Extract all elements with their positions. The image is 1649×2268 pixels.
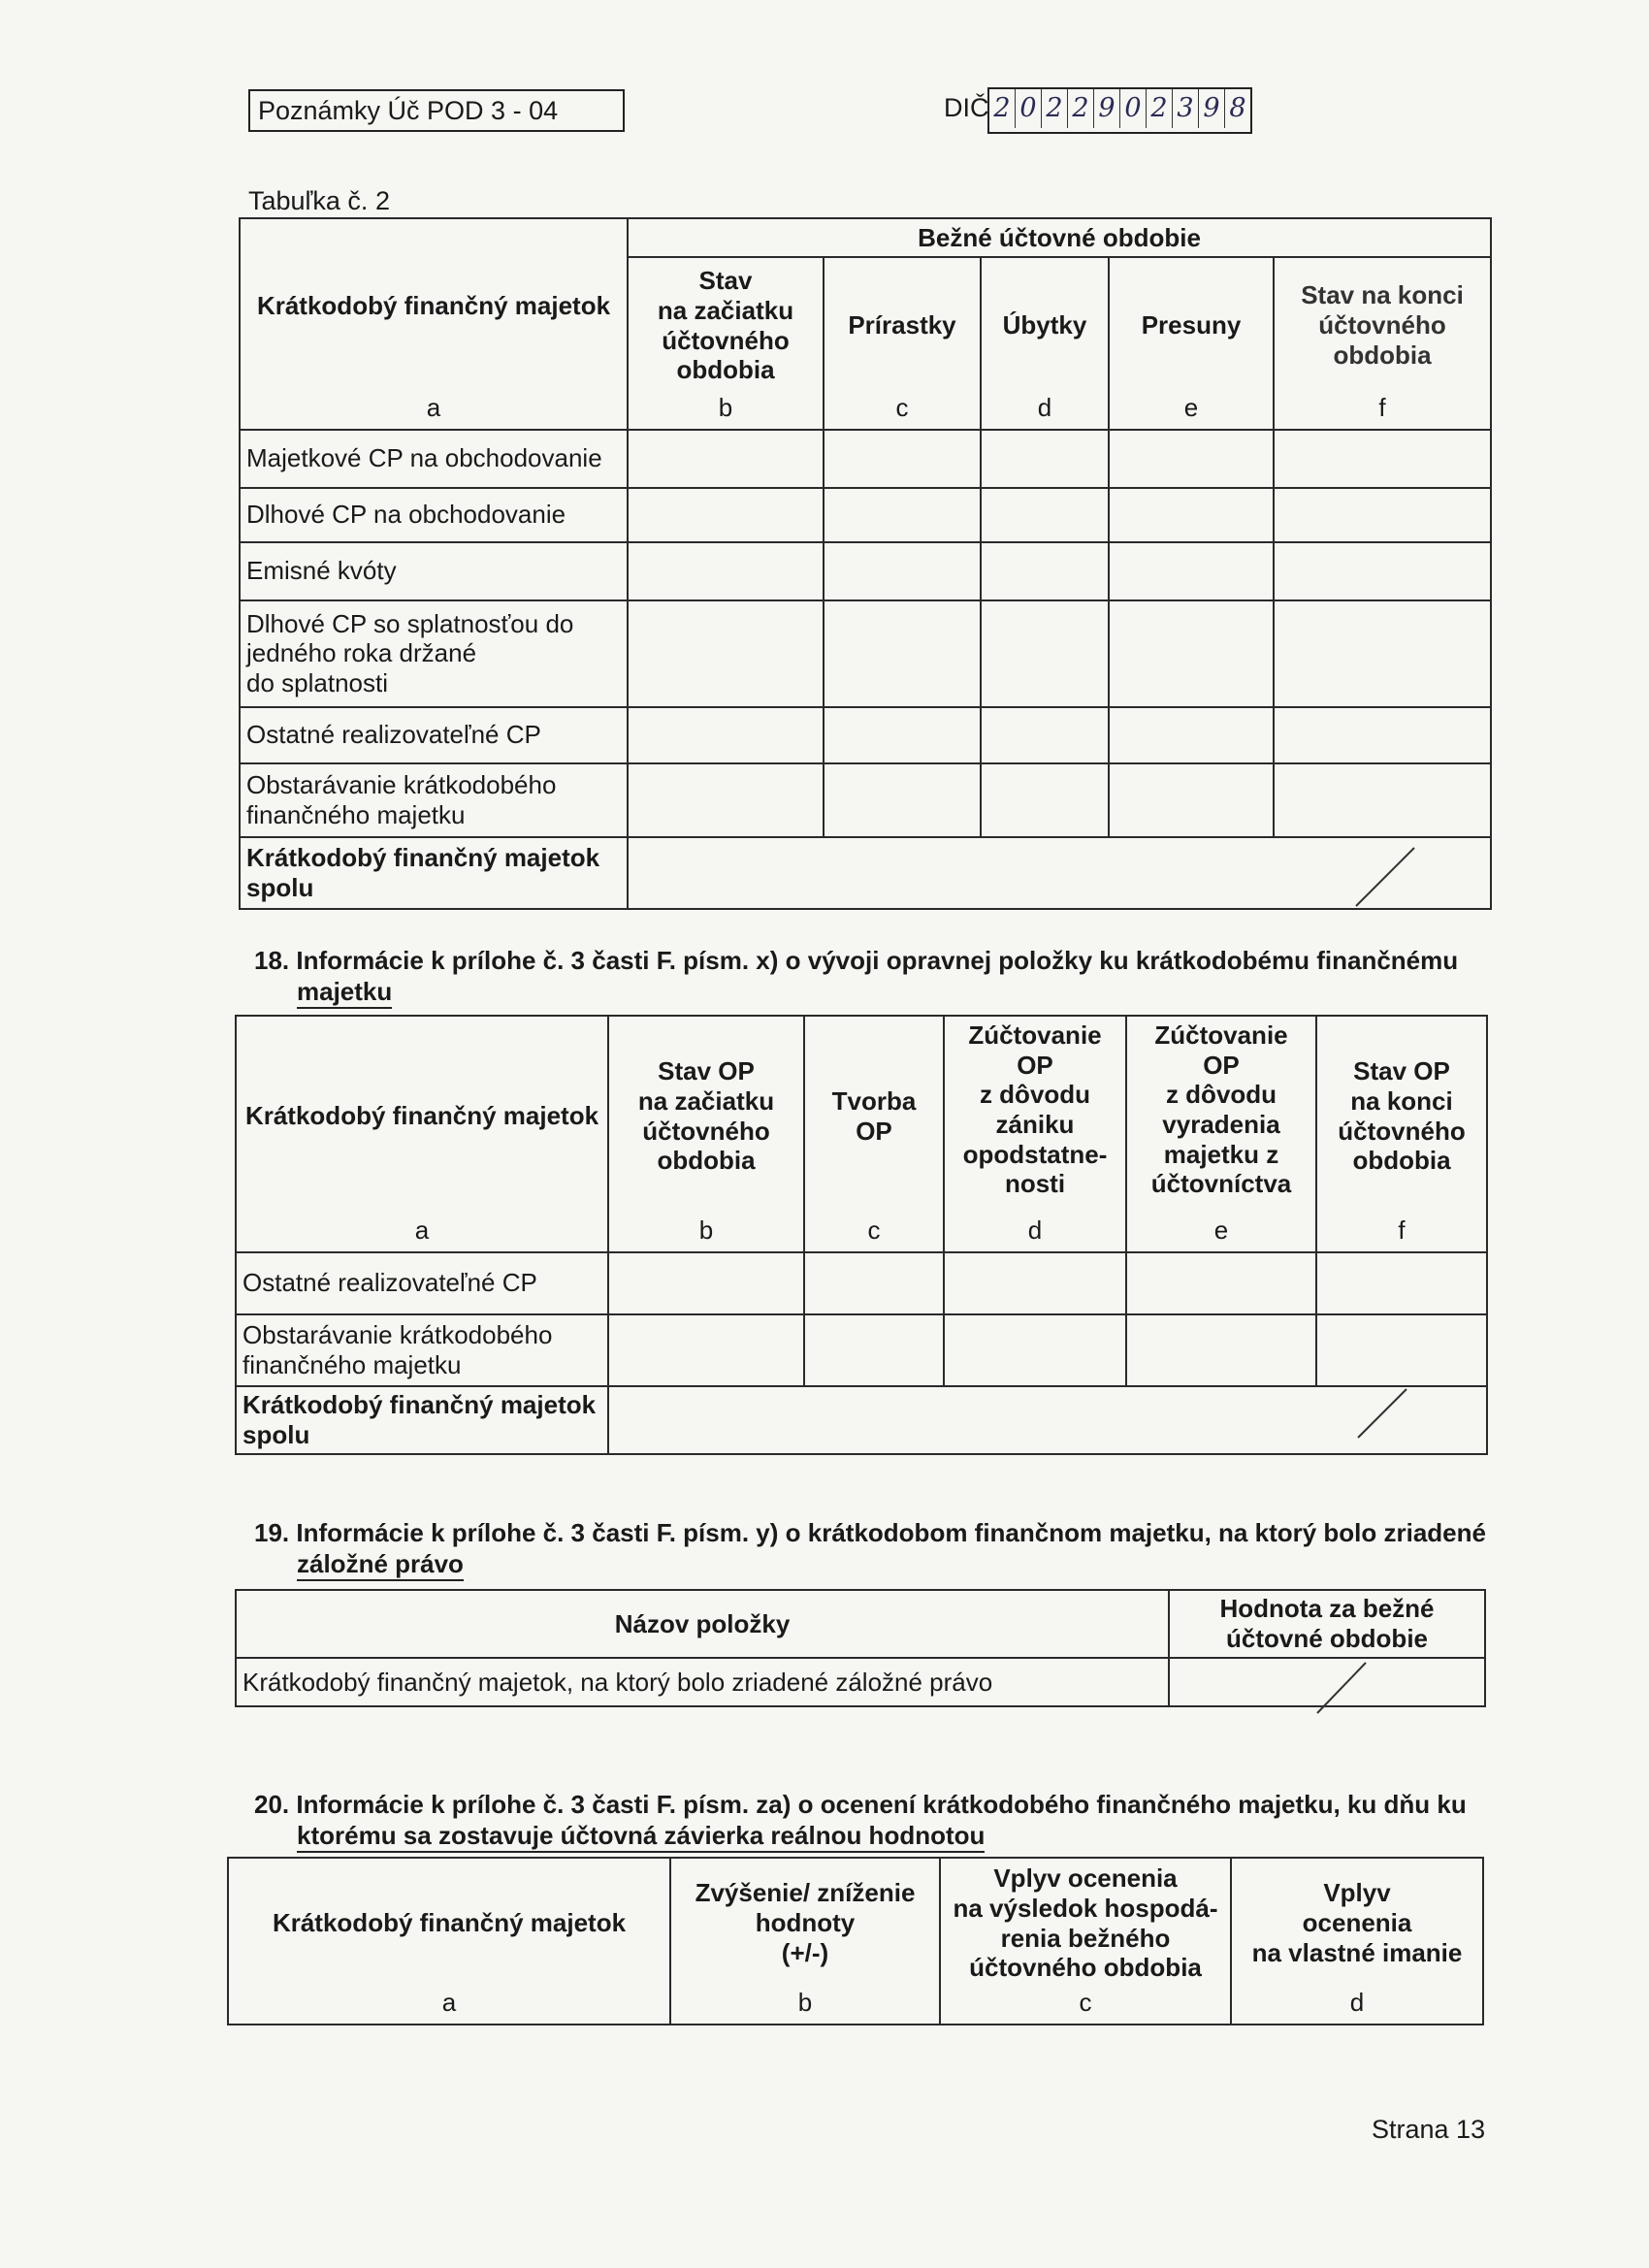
table2 <box>239 217 1492 910</box>
cell[interactable] <box>804 1252 944 1314</box>
col-header-f: Stav OP na konci účtovného obdobia <box>1316 1016 1487 1215</box>
cell[interactable] <box>1109 763 1274 837</box>
table-row <box>240 763 1491 837</box>
dic-digit: 3 <box>1173 89 1199 128</box>
cell[interactable] <box>824 763 981 837</box>
col-letter: a <box>236 1215 608 1252</box>
table2-caption: Tabuľka č. 2 <box>248 186 390 215</box>
cell[interactable] <box>1274 542 1491 600</box>
col-letter: b <box>608 1215 804 1252</box>
cell[interactable] <box>628 430 824 488</box>
col-header-c: Tvorba OP <box>804 1016 944 1215</box>
col-letter: f <box>1316 1215 1487 1252</box>
table-row <box>236 1314 1487 1386</box>
col-letter: a <box>228 1988 670 2025</box>
col-header-b: Zvýšenie/ zníženie hodnoty (+/-) <box>670 1858 940 1988</box>
form-label-box <box>248 89 625 132</box>
col-letter: e <box>1109 393 1274 430</box>
table-row <box>240 542 1491 600</box>
col-letter: d <box>981 393 1109 430</box>
cell[interactable] <box>944 1314 1126 1386</box>
row-label: Obstarávanie krátkodobého finančného majetku <box>240 763 628 837</box>
cell[interactable] <box>628 763 824 837</box>
cell[interactable] <box>628 600 824 707</box>
row-label: Emisné kvóty <box>240 542 628 600</box>
cell[interactable] <box>981 600 1109 707</box>
col-header-a: Krátkodobý finančný majetok <box>228 1858 670 1988</box>
cell[interactable] <box>981 488 1109 542</box>
col-header-c: Prírastky <box>824 257 981 393</box>
cell[interactable] <box>804 1314 944 1386</box>
cell[interactable] <box>1126 1314 1316 1386</box>
cell[interactable] <box>824 600 981 707</box>
dic-digit: 2 <box>1042 89 1068 128</box>
col-letter: f <box>1274 393 1491 430</box>
table-row <box>240 430 1491 488</box>
cell[interactable] <box>628 542 824 600</box>
col-letter: b <box>628 393 824 430</box>
strike-mark <box>1313 1659 1372 1717</box>
cell[interactable] <box>824 542 981 600</box>
cell[interactable] <box>981 430 1109 488</box>
cell[interactable] <box>1274 430 1491 488</box>
row-label: Ostatné realizovateľné CP <box>236 1252 608 1314</box>
group-header: Bežné účtovné obdobie <box>628 218 1491 257</box>
cell[interactable] <box>608 1314 804 1386</box>
form-label: Poznámky Úč POD 3 - 04 <box>258 96 559 125</box>
cell[interactable] <box>1274 488 1491 542</box>
col-letter: c <box>824 393 981 430</box>
strike-mark <box>1354 1385 1412 1443</box>
section18-title-cont: majetku <box>297 976 392 1009</box>
cell[interactable] <box>1109 600 1274 707</box>
dic-digit: 9 <box>1094 89 1120 128</box>
col-letter: b <box>670 1988 940 2025</box>
col-header-b: Stav OP na začiatku účtovného obdobia <box>608 1016 804 1215</box>
col-letter: c <box>804 1215 944 1252</box>
col-header-value: Hodnota za bežné účtovné obdobie <box>1169 1590 1485 1658</box>
cell[interactable] <box>1126 1252 1316 1314</box>
total-row-label: Krátkodobý finančný majetok spolu <box>236 1386 608 1454</box>
dic-digit: 2 <box>1068 89 1094 128</box>
row-label: Dlhové CP so splatnosťou do jedného roka držané do splatnosti <box>240 600 628 707</box>
col-letter: e <box>1126 1215 1316 1252</box>
section20-title-line: 20. Informácie k prílohe č. 3 časti F. písm. za) o ocenení krátkodobého finančného majetku, ku dňu ku <box>254 1790 1467 1819</box>
col-header-e: Presuny <box>1109 257 1274 393</box>
col-header-d: Zúčtovanie OP z dôvodu zániku opodstatne- nosti <box>944 1016 1126 1215</box>
col-letter: d <box>944 1215 1126 1252</box>
cell[interactable] <box>824 707 981 763</box>
cell[interactable] <box>1274 707 1491 763</box>
dic-digit: 9 <box>1199 89 1225 128</box>
row-label: Majetkové CP na obchodovanie <box>240 430 628 488</box>
cell[interactable] <box>628 488 824 542</box>
table-row <box>240 600 1491 707</box>
col-letter: c <box>940 1988 1231 2025</box>
col-header-a: Krátkodobý finančný majetok <box>236 1016 608 1215</box>
row-label: Ostatné realizovateľné CP <box>240 707 628 763</box>
dic-digit: 2 <box>989 89 1016 128</box>
section18-table <box>235 1015 1488 1455</box>
col-header-b <box>628 257 824 393</box>
cell[interactable] <box>628 707 824 763</box>
cell[interactable] <box>1316 1252 1487 1314</box>
page-number: Strana 13 <box>1372 2115 1486 2144</box>
section18-title <box>254 945 1496 1009</box>
dic-label: DIČ <box>944 93 989 122</box>
cell[interactable] <box>1109 430 1274 488</box>
col-header-c: Vplyv ocenenia na výsledok hospodá- renia bežného účtovného obdobia <box>940 1858 1231 1988</box>
section19-title-line: 19. Informácie k prílohe č. 3 časti F. písm. y) o krátkodobom finančnom majetku, na ktorý bolo zriadené <box>254 1518 1486 1547</box>
table-total-row <box>236 1386 1487 1454</box>
cell[interactable] <box>608 1252 804 1314</box>
dic-field <box>987 87 1252 134</box>
cell[interactable] <box>824 488 981 542</box>
cell[interactable] <box>981 542 1109 600</box>
row-label: Dlhové CP na obchodovanie <box>240 488 628 542</box>
dic-digit: 8 <box>1229 93 1246 123</box>
section18-title-line: 18. Informácie k prílohe č. 3 časti F. písm. x) o vývoji opravnej položky ku krátkodobému finančnému <box>254 946 1459 975</box>
table-total-row <box>240 837 1491 909</box>
cell[interactable] <box>981 763 1109 837</box>
col-header-f: Stav na konci účtovného obdobia <box>1274 257 1491 393</box>
col-a-label: Krátkodobý finančný majetok <box>256 291 611 321</box>
section19-title <box>254 1517 1496 1581</box>
table-row <box>240 707 1491 763</box>
col-header-e: Zúčtovanie OP z dôvodu vyradenia majetku z účtovníctva <box>1126 1016 1316 1215</box>
table-row <box>236 1658 1485 1706</box>
row-label: Obstarávanie krátkodobého finančného majetku <box>236 1314 608 1386</box>
cell[interactable] <box>1109 488 1274 542</box>
section19-table <box>235 1589 1486 1707</box>
table-row <box>236 1252 1487 1314</box>
cell[interactable] <box>1316 1314 1487 1386</box>
cell[interactable] <box>1109 707 1274 763</box>
row-label: Krátkodobý finančný majetok, na ktorý bolo zriadené záložné právo <box>236 1658 1169 1706</box>
col-b-label: Stav na začiatku účtovného obdobia <box>657 266 794 385</box>
cell[interactable] <box>1274 600 1491 707</box>
total-row-label: Krátkodobý finančný majetok spolu <box>240 837 628 909</box>
section20-table <box>227 1857 1484 2025</box>
section20-title-cont: ktorému sa zostavuje účtovná závierka reálnou hodnotou <box>297 1820 985 1853</box>
cell[interactable] <box>1274 763 1491 837</box>
col-letter: d <box>1231 1988 1483 2025</box>
section19-title-cont: záložné právo <box>297 1548 464 1581</box>
table-row <box>240 488 1491 542</box>
cell[interactable] <box>981 707 1109 763</box>
dic-digit: 2 <box>1147 89 1173 128</box>
col-header-d: Vplyv ocenenia na vlastné imanie <box>1231 1858 1483 1988</box>
col-letter: a <box>240 393 628 430</box>
cell[interactable] <box>1109 542 1274 600</box>
cell[interactable] <box>944 1252 1126 1314</box>
col-header-a <box>240 218 628 393</box>
col-header-name: Názov položky <box>236 1590 1169 1658</box>
cell[interactable] <box>824 430 981 488</box>
strike-mark <box>1350 842 1420 912</box>
col-header-d: Úbytky <box>981 257 1109 393</box>
dic-digit: 0 <box>1016 89 1042 128</box>
dic-digit: 0 <box>1120 89 1147 128</box>
section20-title <box>254 1789 1496 1853</box>
